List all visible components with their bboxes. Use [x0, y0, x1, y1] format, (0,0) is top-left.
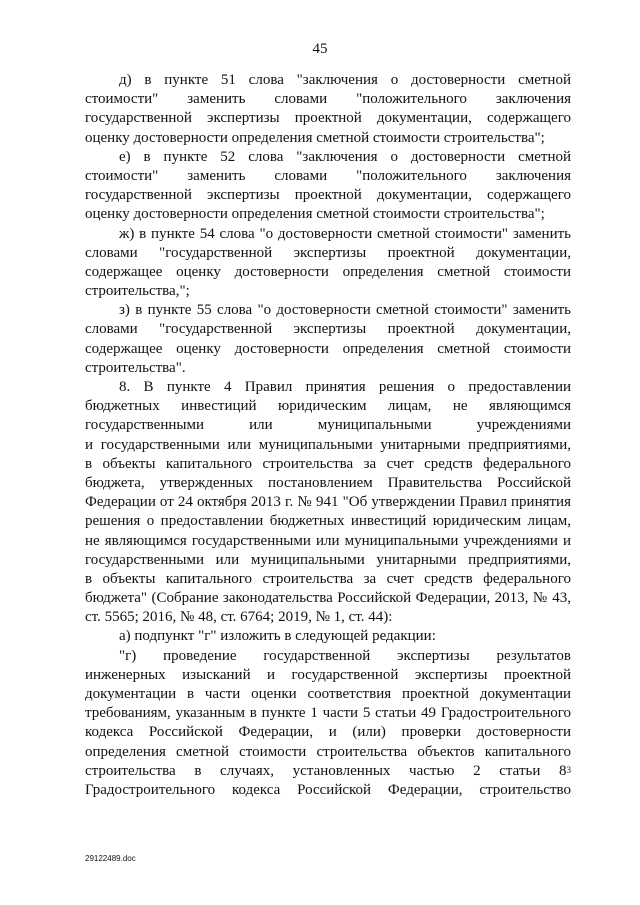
text-line: [85, 608, 571, 627]
text-line: [85, 474, 571, 493]
text-line: [85, 167, 571, 186]
text-line: [85, 570, 571, 589]
text-line: [85, 301, 571, 320]
text-line-content: государственными или муниципальными унитарными предприятиями,: [85, 551, 571, 568]
document-file-id: 29122489.doc: [85, 854, 136, 863]
text-line-content: бюджетных инвестиций юридическим лицам, не являющимся: [85, 398, 571, 415]
text-line-content: решения о предоставлении бюджетных инвестиций юридическим лицам,: [85, 513, 571, 530]
text-line: [85, 455, 571, 474]
text-line: [85, 244, 571, 263]
text-line-content: Федерации от 24 октября 2013 г. № 941 "Об утверждении Правил принятия: [85, 494, 571, 511]
text-line: [85, 416, 571, 435]
text-line-content: документации в части оценки соответствия проектной документации: [85, 686, 571, 702]
text-line-content: "г) проведение государственной экспертизы результатов: [119, 647, 571, 664]
text-line-content: строительства".: [85, 359, 186, 376]
text-line: [85, 320, 571, 339]
text-line: [85, 781, 571, 800]
text-line: [85, 685, 571, 704]
text-line: [85, 282, 571, 301]
text-line-content: ж) в пункте 54 слова "о достоверности сметной стоимости" заменить: [119, 225, 571, 242]
text-line-content: стоимости" заменить словами "положительного заключения: [85, 167, 571, 184]
text-line-content: оценку достоверности определения сметной стоимости строительства";: [85, 129, 545, 146]
text-line-content: д) в пункте 51 слова "заключения о достоверности сметной: [119, 72, 571, 88]
text-line-content: не являющимся государственными или муниципальными учреждениями и: [85, 532, 571, 549]
text-line-content: в объекты капитального строительства за счет средств федерального: [85, 455, 571, 472]
text-line: [85, 532, 571, 551]
text-line-content: е) в пункте 52 слова "заключения о достоверности сметной: [119, 148, 571, 165]
text-line-content: требованиям, указанным в пункте 1 части 5 статьи 49 Градостроительного: [85, 705, 571, 722]
text-line-content: строительства,";: [85, 283, 190, 300]
text-line-content: Градостроительного кодекса Российской Федерации, строительство: [85, 781, 571, 798]
text-line: [85, 666, 571, 685]
text-line: [85, 723, 571, 742]
text-line-content: ст. 5565; 2016, № 48, ст. 6764; 2019, № 1, ст. 44):: [85, 609, 393, 626]
text-line-content: инженерных изысканий и государственной экспертизы проектной: [85, 666, 571, 683]
text-line: [85, 148, 571, 167]
text-line-content: з) в пункте 55 слова "о достоверности сметной стоимости" заменить: [119, 302, 571, 319]
text-line-content: в объекты капитального строительства за счет средств федерального: [85, 570, 571, 587]
text-line-content: оценку достоверности определения сметной стоимости строительства";: [85, 206, 545, 223]
text-line: [85, 589, 571, 608]
text-line: [85, 704, 571, 723]
text-line: [85, 627, 571, 646]
text-line: [85, 551, 571, 570]
text-line: [85, 397, 571, 416]
text-line: [85, 762, 571, 781]
text-line: [85, 743, 571, 762]
text-line: [85, 129, 571, 148]
text-line-content: бюджета, утвержденных постановлением Правительства Российской: [85, 474, 571, 491]
text-line: [85, 436, 571, 455]
text-line-content: содержащее оценку достоверности определения сметной стоимости: [85, 340, 571, 357]
text-line-content: бюджета" (Собрание законодательства Российской Федерации, 2013, № 43,: [85, 590, 571, 607]
text-line: [85, 359, 571, 378]
text-line-content: государственной экспертизы проектной документации, содержащего: [85, 110, 571, 127]
text-line: [85, 647, 571, 666]
text-line-content: словами "государственной экспертизы проектной документации,: [85, 244, 571, 261]
superscript: 3: [566, 764, 571, 775]
text-line: [85, 493, 571, 512]
text-line: [85, 263, 571, 282]
text-line: [85, 186, 571, 205]
text-line: [85, 90, 571, 109]
document-body: [85, 71, 571, 800]
text-line-content: стоимости" заменить словами "положительного заключения: [85, 91, 571, 108]
text-line-content: 8. В пункте 4 Правил принятия решения о предоставлении: [119, 379, 571, 395]
text-line: [85, 109, 571, 128]
text-line-content: государственными или муниципальными учреждениями: [85, 417, 571, 434]
text-line-content: содержащее оценку достоверности определения сметной стоимости: [85, 263, 571, 280]
text-line: [85, 340, 571, 359]
text-line: [85, 225, 571, 244]
page-number: 45: [312, 41, 328, 57]
text-line-content: а) подпункт "г" изложить в следующей редакции:: [119, 628, 436, 645]
text-line-content: и государственными или муниципальными унитарными предприятиями,: [85, 436, 571, 453]
text-line: [85, 71, 571, 90]
text-line-content: строительства в случаях, установленных частью 2 статьи 8: [85, 762, 567, 779]
text-line: [85, 205, 571, 224]
text-line: [85, 512, 571, 531]
text-line-content: определения сметной стоимости строительства объектов капитального: [85, 743, 571, 760]
text-line-content: словами "государственной экспертизы проектной документации,: [85, 321, 571, 338]
text-line-content: государственной экспертизы проектной документации, содержащего: [85, 187, 571, 204]
text-line-content: кодекса Российской Федерации, и (или) проверки достоверности: [85, 724, 571, 741]
text-line: [85, 378, 571, 397]
